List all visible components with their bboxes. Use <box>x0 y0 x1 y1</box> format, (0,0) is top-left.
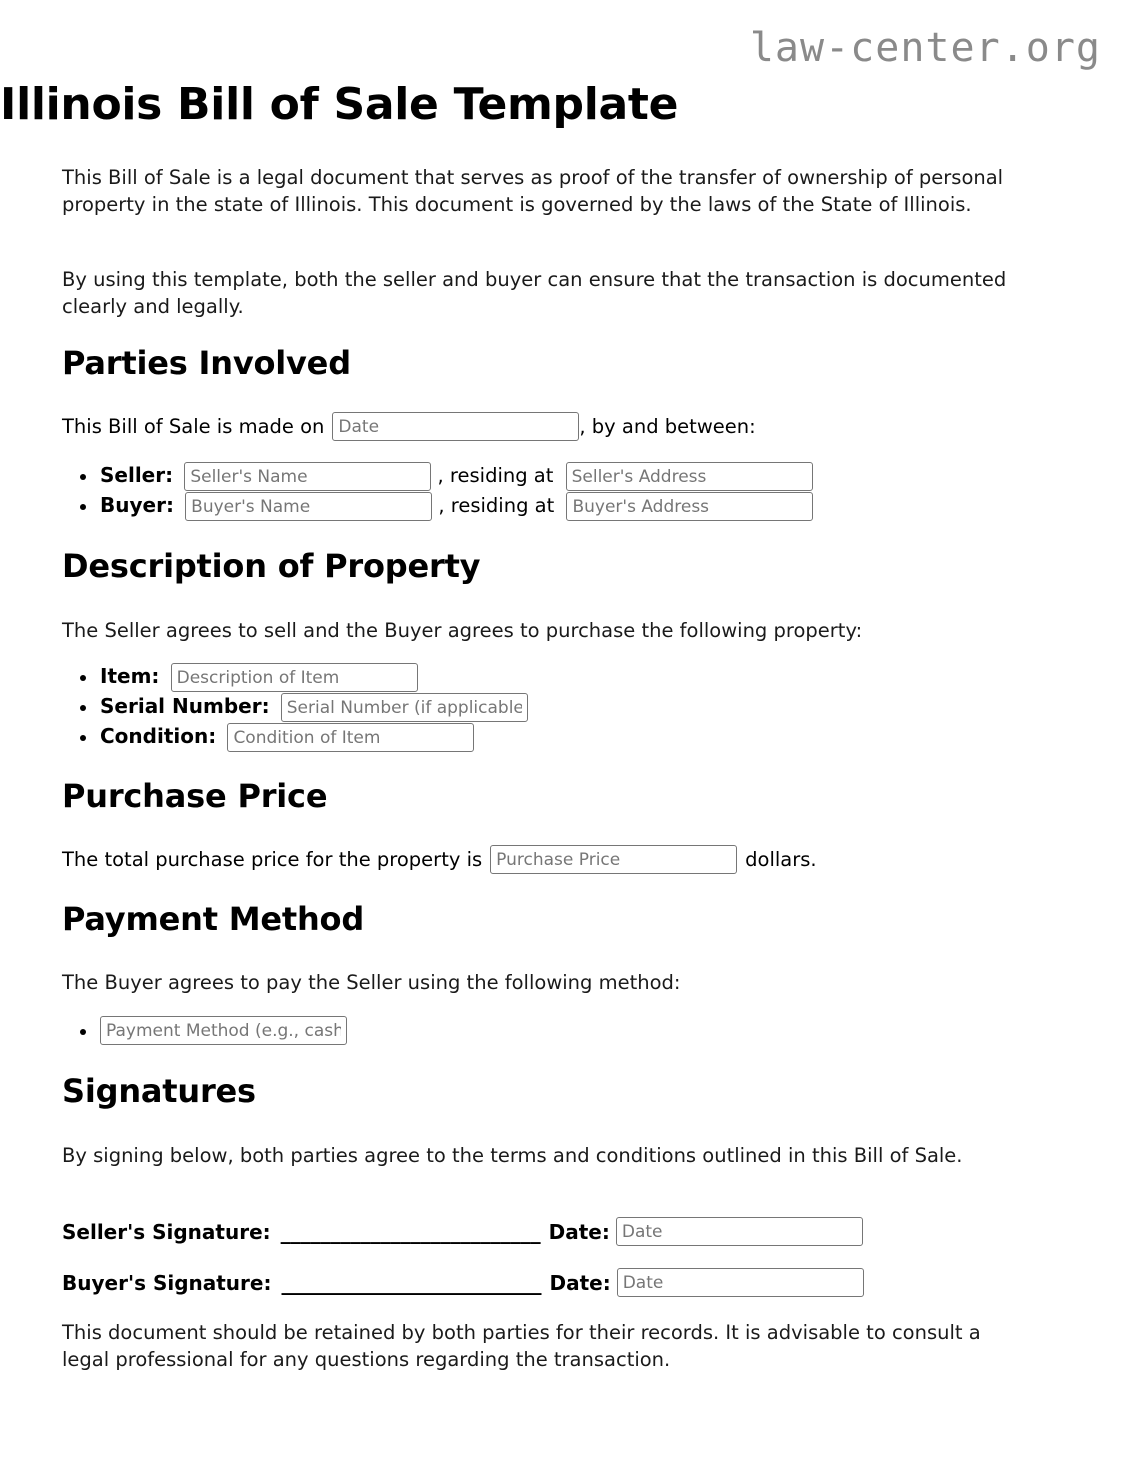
buyer-label: Buyer: <box>100 493 174 517</box>
bullet-icon <box>80 675 86 681</box>
bullet-icon <box>80 504 86 510</box>
buyer-signature-line[interactable]: __________________________ <box>281 1270 542 1295</box>
buyer-date-label: Date: <box>549 1270 611 1295</box>
item-row <box>62 663 528 693</box>
serial-number-input[interactable] <box>281 693 528 722</box>
parties-date-row <box>62 412 756 441</box>
payment-heading: Payment Method <box>62 900 365 938</box>
signatures-heading-wrap <box>62 1074 256 1109</box>
seller-row <box>62 462 813 492</box>
seller-signature-label: Seller's Signature: <box>62 1219 271 1244</box>
footer-note: This document should be retained by both parties for their records. It is advisable to consult a legal professional for any questions regarding the transaction. <box>62 1321 981 1371</box>
price-lead-suffix: dollars. <box>745 848 817 871</box>
payment-lead-wrap <box>62 970 1037 997</box>
property-lead-wrap <box>62 618 1037 645</box>
seller-residing-text: , residing at <box>437 464 554 487</box>
signatures-lead-wrap <box>62 1143 1037 1170</box>
serial-number-label: Serial Number: <box>100 694 270 718</box>
parties-lead-suffix: , by and between: <box>579 415 756 438</box>
buyer-name-input[interactable] <box>185 492 432 521</box>
item-description-input[interactable] <box>171 663 418 692</box>
seller-address-input[interactable] <box>566 462 813 491</box>
item-label: Item: <box>100 664 160 688</box>
footer-note-wrap <box>62 1320 1022 1374</box>
buyer-signature-date-input[interactable] <box>617 1268 864 1297</box>
condition-row <box>62 723 528 753</box>
signatures-heading: Signatures <box>62 1072 256 1110</box>
condition-label: Condition: <box>100 724 217 748</box>
property-heading-wrap <box>62 549 480 584</box>
bullet-icon <box>80 1029 86 1035</box>
bullet-icon <box>80 705 86 711</box>
payment-method-row <box>62 1016 347 1048</box>
property-lead: The Seller agrees to sell and the Buyer agrees to purchase the following property: <box>62 619 863 642</box>
property-list <box>62 663 528 753</box>
buyer-residing-text: , residing at <box>438 494 555 517</box>
bullet-icon <box>80 474 86 480</box>
bullet-icon <box>80 735 86 741</box>
buyer-address-input[interactable] <box>566 492 813 521</box>
seller-signature-row <box>62 1217 863 1246</box>
intro-paragraph-1: This Bill of Sale is a legal document that serves as proof of the transfer of ownership of personal property in the state of Illinois. This document is governed by the laws of the State of Illinois. <box>62 166 1004 216</box>
parties-list <box>62 462 813 522</box>
seller-signature-line[interactable]: __________________________ <box>280 1219 541 1244</box>
signatures-lead: By signing below, both parties agree to the terms and conditions outlined in this Bill of Sale. <box>62 1144 963 1167</box>
payment-lead: The Buyer agrees to pay the Seller using the following method: <box>62 971 681 994</box>
payment-method-input[interactable] <box>100 1016 347 1045</box>
payment-list <box>62 1016 347 1048</box>
seller-date-label: Date: <box>548 1219 610 1244</box>
parties-lead-prefix: This Bill of Sale is made on <box>62 415 325 438</box>
price-heading-wrap <box>62 779 327 814</box>
intro-paragraph-2: By using this template, both the seller and buyer can ensure that the transaction is documented clearly and legally. <box>62 268 1007 318</box>
parties-heading: Parties Involved <box>62 344 351 382</box>
parties-heading-wrap <box>62 346 351 381</box>
intro-paragraph-2-wrap <box>62 267 1037 321</box>
price-row <box>62 845 817 874</box>
seller-label: Seller: <box>100 463 174 487</box>
payment-heading-wrap <box>62 902 364 937</box>
purchase-price-input[interactable] <box>490 845 737 874</box>
condition-input[interactable] <box>227 723 474 752</box>
site-watermark: law-center.org <box>749 25 1101 71</box>
page-title: Illinois Bill of Sale Template <box>0 79 679 130</box>
buyer-row <box>62 492 813 522</box>
serial-row <box>62 693 528 723</box>
price-heading: Purchase Price <box>62 777 328 815</box>
property-heading: Description of Property <box>62 547 481 585</box>
intro-paragraph-1-wrap <box>62 165 1037 219</box>
agreement-date-input[interactable] <box>332 412 579 441</box>
price-lead-prefix: The total purchase price for the property is <box>62 848 483 871</box>
seller-signature-date-input[interactable] <box>616 1217 863 1246</box>
seller-name-input[interactable] <box>184 462 431 491</box>
buyer-signature-row <box>62 1268 864 1297</box>
buyer-signature-label: Buyer's Signature: <box>62 1270 272 1295</box>
